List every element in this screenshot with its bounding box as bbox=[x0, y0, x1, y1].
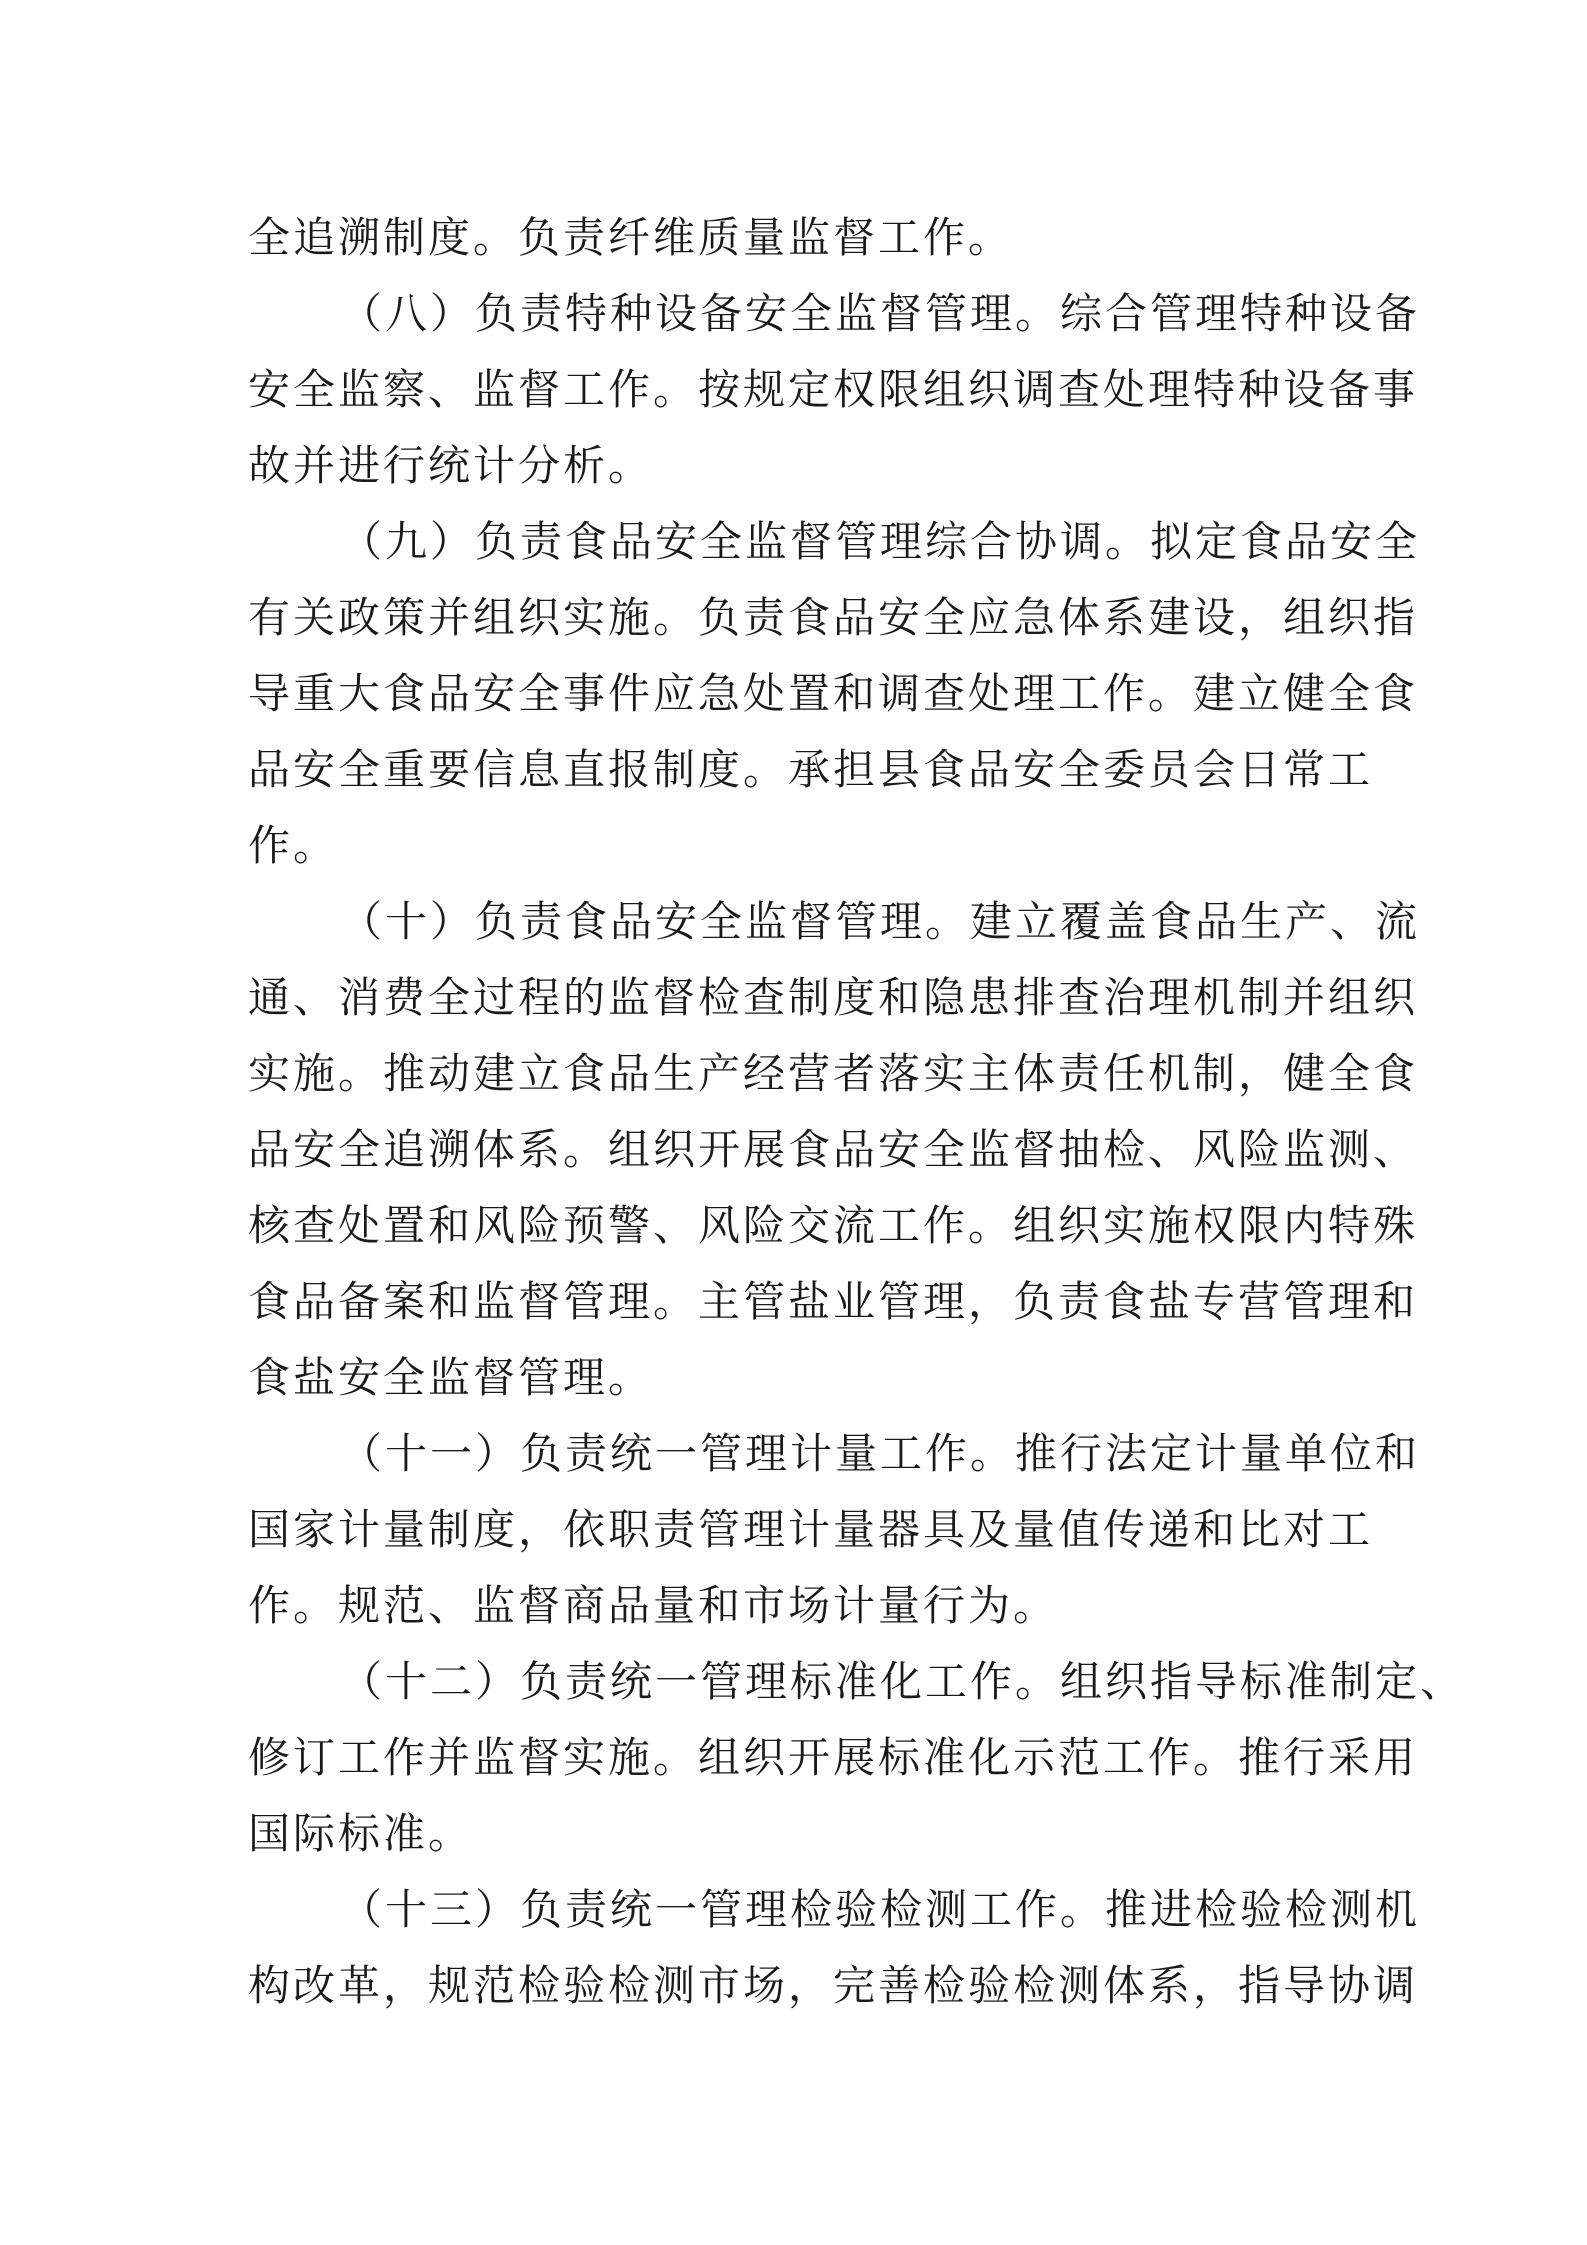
text-line: 安全监察、监督工作。按规定权限组织调查处理特种设备事 bbox=[248, 365, 1419, 414]
text-line: （十三）负责统一管理检验检测工作。推进检验检测机 bbox=[340, 1885, 1421, 1934]
text-line: 作。规范、监督商品量和市场计量行为。 bbox=[248, 1581, 1059, 1630]
text-line: （十一）负责统一管理计量工作。推行法定计量单位和 bbox=[340, 1429, 1421, 1478]
text-line: （十二）负责统一管理标准化工作。组织指导标准制定、 bbox=[340, 1657, 1466, 1706]
text-line: 构改革，规范检验检测市场，完善检验检测体系，指导协调 bbox=[248, 1961, 1419, 2010]
text-line: 品安全重要信息直报制度。承担县食品安全委员会日常工 bbox=[248, 745, 1374, 794]
text-line: 实施。推动建立食品生产经营者落实主体责任机制，健全食 bbox=[248, 1049, 1419, 1098]
text-line: 食盐安全监督管理。 bbox=[248, 1353, 654, 1402]
text-line: 修订工作并监督实施。组织开展标准化示范工作。推行采用 bbox=[248, 1733, 1419, 1782]
text-line: 通、消费全过程的监督检查制度和隐患排查治理机制并组织 bbox=[248, 973, 1419, 1022]
text-line: 故并进行统计分析。 bbox=[248, 441, 654, 490]
text-line: （九）负责食品安全监督管理综合协调。拟定食品安全 bbox=[340, 517, 1421, 566]
text-line: 国家计量制度，依职责管理计量器具及量值传递和比对工 bbox=[248, 1505, 1374, 1554]
text-line: （八）负责特种设备安全监督管理。综合管理特种设备 bbox=[340, 289, 1421, 338]
text-line: （十）负责食品安全监督管理。建立覆盖食品生产、流 bbox=[340, 897, 1421, 946]
text-line: 国际标准。 bbox=[248, 1809, 474, 1858]
text-line: 核查处置和风险预警、风险交流工作。组织实施权限内特殊 bbox=[248, 1201, 1419, 1250]
text-line: 导重大食品安全事件应急处置和调查处理工作。建立健全食 bbox=[248, 669, 1419, 718]
text-line: 品安全追溯体系。组织开展食品安全监督抽检、风险监测、 bbox=[248, 1125, 1419, 1174]
text-line: 全追溯制度。负责纤维质量监督工作。 bbox=[248, 213, 1014, 262]
text-line: 食品备案和监督管理。主管盐业管理，负责食盐专营管理和 bbox=[248, 1277, 1419, 1326]
text-line: 有关政策并组织实施。负责食品安全应急体系建设，组织指 bbox=[248, 593, 1419, 642]
text-line: 作。 bbox=[248, 821, 339, 870]
